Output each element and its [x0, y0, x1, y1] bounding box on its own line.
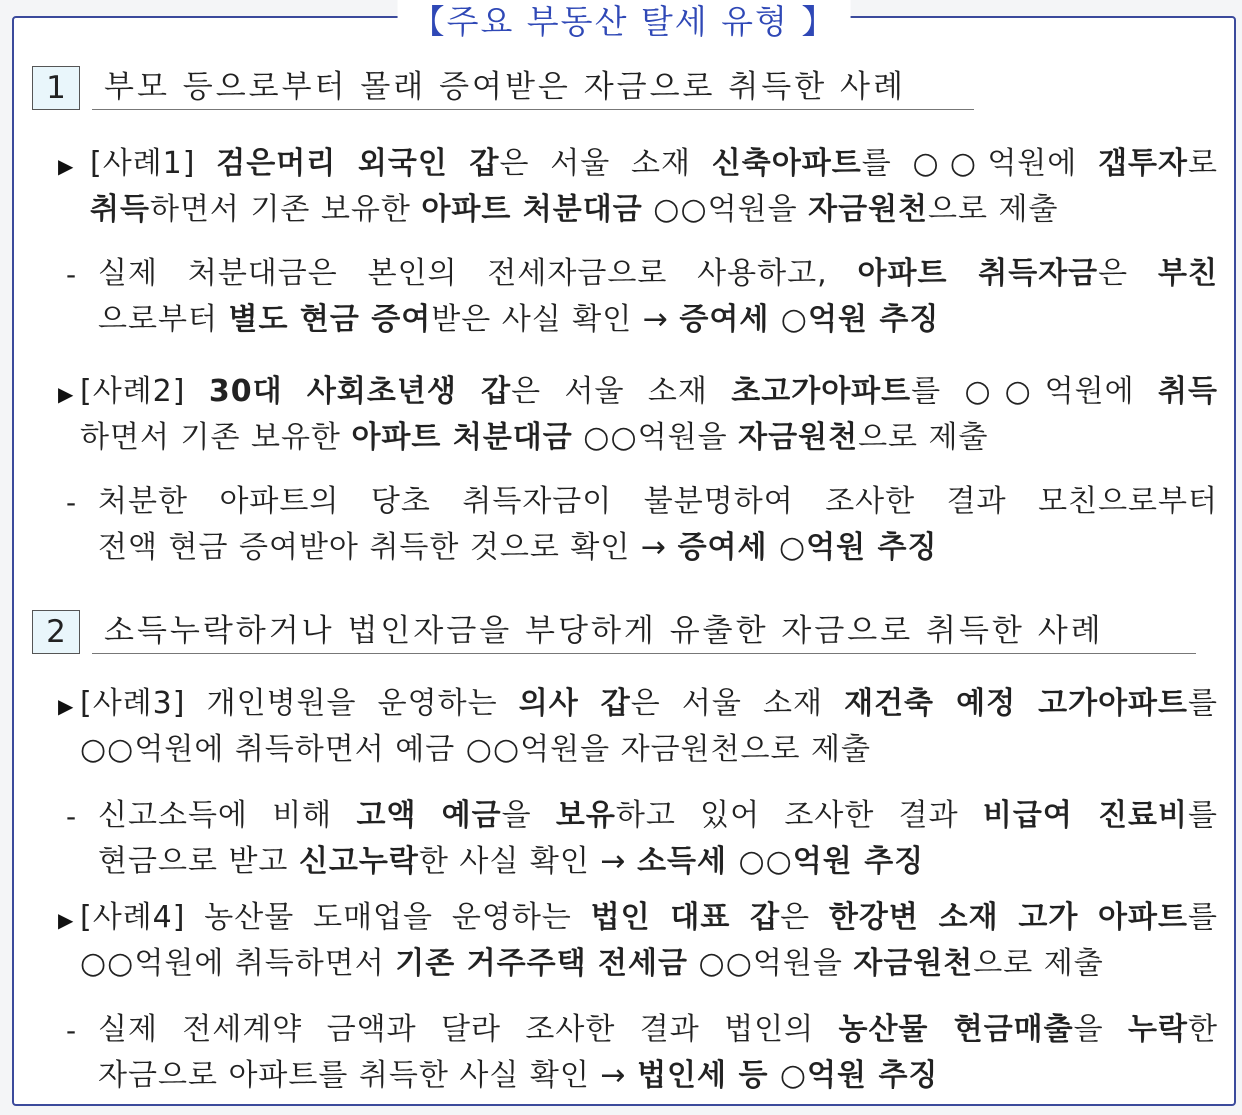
emphasis-text: 법인 대표 갑: [590, 900, 781, 935]
text: 으로 제출: [973, 946, 1104, 981]
text: 처분한 아파트의 당초 취득자금이 불분명하여 조사한 결과 모친으로부터: [98, 484, 1218, 519]
section-2-heading: [32, 610, 1196, 654]
text: ○○억원을: [572, 420, 739, 455]
case-text-line: [98, 484, 1218, 520]
emphasis-text: 의사 갑: [518, 686, 631, 721]
emphasis-text: 부친: [1158, 256, 1218, 291]
case-text-line: [80, 374, 1218, 410]
text: 를 ○○억원에: [861, 146, 1099, 181]
text: ○○억원에 취득하면서 예금 ○○억원을 자금원천으로 제출: [80, 732, 871, 767]
text: [사례4] 농산물 도매업을 운영하는: [80, 900, 591, 935]
emphasis-text: 기존 거주주택 전세금: [395, 946, 688, 981]
emphasis-text: 아파트 처분대금: [421, 192, 643, 227]
section-number: 2: [32, 610, 80, 654]
case-text-line: [98, 798, 1218, 834]
emphasis-text: 30대 사회초년생 갑: [208, 374, 512, 409]
case-text-line: [80, 732, 871, 768]
text: 를 ○○억원에: [911, 374, 1159, 409]
section-number: 1: [32, 66, 80, 110]
case-text-line: [80, 686, 1218, 722]
text: 한: [1188, 1012, 1218, 1047]
text: 하면서 기존 보유한: [149, 192, 422, 227]
section-title: 소득누락하거나 법인자금을 부당하게 유출한 자금으로 취득한 사례: [92, 609, 1196, 654]
text: 은: [1098, 256, 1159, 291]
emphasis-text: 별도 현금 증여: [228, 302, 432, 337]
text: ○○억원에 취득하면서: [80, 946, 396, 981]
emphasis-text: 갭투자: [1098, 146, 1189, 181]
text: ○○억원을: [687, 946, 854, 981]
text: 은 서울 소재: [511, 374, 732, 409]
text: 을: [1073, 1012, 1129, 1047]
text: 하고 있어 조사한 결과: [615, 798, 983, 833]
text: 를: [1188, 686, 1218, 721]
emphasis-text: 신고누락: [298, 844, 419, 879]
case-text-line: [98, 1012, 1218, 1048]
text: 은: [780, 900, 829, 935]
text: 을: [501, 798, 556, 833]
text: [사례1]: [90, 146, 217, 181]
triangle-right-icon: ▶: [58, 154, 74, 178]
emphasis-text: 증여세 ○억원 추징: [679, 302, 940, 337]
emphasis-text: 재건축 예정 고가아파트: [844, 686, 1189, 721]
emphasis-text: 신축아파트: [711, 146, 862, 181]
emphasis-text: 증여세 ○억원 추징: [677, 530, 938, 565]
emphasis-text: 고액 예금: [356, 798, 502, 833]
text: 으로 제출: [928, 192, 1059, 227]
triangle-right-icon: ▶: [58, 694, 74, 718]
text: 전액 현금 증여받아 취득한 것으로 확인 →: [98, 530, 678, 565]
triangle-right-icon: ▶: [58, 382, 74, 406]
text: 실제 전세계약 금액과 달라 조사한 결과 법인의: [98, 1012, 839, 1047]
emphasis-text: 소득세 ○○억원 추징: [637, 844, 925, 879]
emphasis-text: 자금원천: [808, 192, 929, 227]
text: 한 사실 확인 →: [418, 844, 638, 879]
text: 으로 제출: [858, 420, 989, 455]
case-text-line: [80, 420, 989, 456]
emphasis-text: 누락: [1128, 1012, 1189, 1047]
text: [사례3] 개인병원을 운영하는: [80, 686, 519, 721]
case-text-line: [98, 302, 939, 338]
emphasis-text: 아파트 취득자금: [857, 256, 1099, 291]
text: ○○억원을: [642, 192, 809, 227]
emphasis-text: 취득: [1158, 374, 1218, 409]
text: 로: [1188, 146, 1218, 181]
case-text-line: [90, 192, 1059, 228]
box-title: 【주요 부동산 탈세 유형 】: [398, 0, 851, 43]
emphasis-text: 취득: [90, 192, 150, 227]
case-text-line: [80, 900, 1218, 936]
text: [사례2]: [80, 374, 209, 409]
section-1-heading: [32, 66, 974, 110]
case-text-line: [80, 946, 1104, 982]
text: 를: [1188, 798, 1218, 833]
emphasis-text: 자금원천: [853, 946, 974, 981]
triangle-right-icon: ▶: [58, 908, 74, 932]
text: 으로부터: [98, 302, 229, 337]
emphasis-text: 검은머리 외국인 갑: [216, 146, 500, 181]
case-text-line: [98, 530, 938, 566]
emphasis-text: 아파트 처분대금: [351, 420, 573, 455]
text: 자금으로 아파트를 취득한 사실 확인 →: [98, 1058, 638, 1093]
dash-marker: -: [66, 1014, 77, 1047]
text: 하면서 기존 보유한: [80, 420, 352, 455]
emphasis-text: 비급여 진료비: [982, 798, 1189, 833]
case-text-line: [90, 146, 1218, 182]
dash-marker: -: [66, 800, 77, 833]
emphasis-text: 농산물 현금매출: [838, 1012, 1074, 1047]
emphasis-text: 초고가아파트: [731, 374, 912, 409]
section-title: 부모 등으로부터 몰래 증여받은 자금으로 취득한 사례: [92, 65, 974, 110]
dash-marker: -: [66, 486, 77, 519]
dash-marker: -: [66, 258, 77, 291]
emphasis-text: 보유: [555, 798, 616, 833]
text: 받은 사실 확인 →: [431, 302, 680, 337]
text: 현금으로 받고: [98, 844, 299, 879]
case-box: [12, 2, 1236, 1106]
text: 신고소득에 비해: [98, 798, 357, 833]
emphasis-text: 한강변 소재 고가 아파트: [828, 900, 1189, 935]
text: 은 서울 소재: [499, 146, 712, 181]
text: 실제 처분대금은 본인의 전세자금으로 사용하고,: [98, 256, 858, 291]
case-text-line: [98, 256, 1218, 292]
case-text-line: [98, 1058, 938, 1094]
emphasis-text: 자금원천: [738, 420, 859, 455]
case-text-line: [98, 844, 924, 880]
emphasis-text: 법인세 등 ○억원 추징: [637, 1058, 939, 1093]
text: 은 서울 소재: [630, 686, 845, 721]
text: 를: [1188, 900, 1218, 935]
